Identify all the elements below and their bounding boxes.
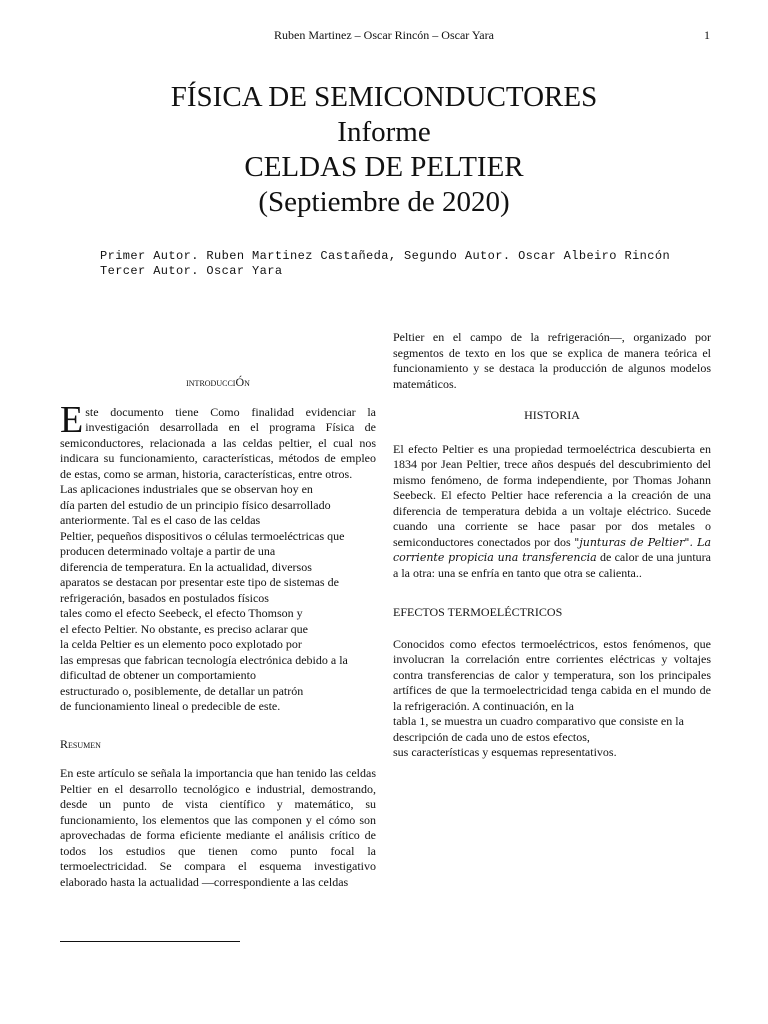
- intro-line: aparatos se destacan por presentar este tipo de sistemas de: [60, 575, 339, 589]
- running-head: Ruben Martinez – Oscar Rincón – Oscar Yara: [274, 28, 494, 42]
- footnote-rule: [60, 941, 240, 942]
- intro-lines: [60, 482, 376, 715]
- resumen-heading: Resumen: [60, 736, 101, 751]
- left-column: [60, 375, 376, 890]
- intro-line: dificultad de obtener un comportamiento: [60, 668, 256, 682]
- authors: [100, 249, 720, 279]
- intro-paragraph: [60, 398, 376, 483]
- intro-line: las empresas que fabrican tecnología electrónica debido a la: [60, 652, 348, 667]
- intro-line: refrigeración, basados en postulados físicos: [60, 590, 269, 605]
- title-line-type: Informe: [337, 116, 431, 148]
- intro-line: diferencia de temperatura. En la actualidad, diversos: [60, 559, 312, 574]
- intro-dropcap: E: [60, 398, 84, 441]
- efectos-paragraph: Conocidos como efectos termoeléctricos, estos fenómenos, que involucran la correlación entre corrientes eléctricas y voltajes contra transferencias de calor y temperatura, son los principales artífices de que la termoelectricidad tenga cabida en el mundo de la refrigeración. A continuación, en la: [393, 636, 711, 713]
- historia-script-text: "junturas de Peltier". La corriente propicia una transferencia: [393, 535, 711, 564]
- resumen-paragraph: En este artículo se señala la importancia que han tenido las celdas Peltier en el desarrollo tecnológico e industrial, demostrando, desde un punto de vista científico y matemático, su funcionamiento, los elementos que las componen y el cómo son aprovechadas de forma eficiente mediante el análisis crítico de todos los estudios que tienen como punto focal la termoelectricidad. Se compara el esquema investigativo elaborado hasta la actualidad —correspondiente a las celdas: [60, 766, 376, 889]
- intro-line: de funcionamiento lineal o predecible de este.: [60, 699, 281, 713]
- historia-text-a: El efecto Peltier es una propiedad termoeléctrica descubierta en 1834 por Jean Peltier, trece años después del descubrimiento del mismo fenómeno, de forma independiente, por Thomas Johann Seebeck. El efecto Peltier hace referencia a la creación de una diferencia de temperatura debida a un voltaje eléctrico. Sucede cuando una corriente se hace pasar por dos metales o semiconductores conectados por dos: [393, 441, 711, 549]
- intro-line: estructurado o, posiblemente, de detallar un patrón: [60, 683, 304, 698]
- intro-line: anteriormente. Tal es el caso de las celdas: [60, 513, 261, 527]
- title-block: [0, 80, 768, 220]
- historia-text-b: de calor de una juntura a la otra: una se enfría en tanto que otra se calienta..: [393, 550, 711, 580]
- right-column: [393, 330, 711, 761]
- intro-line: Las aplicaciones industriales que se observan hoy en: [60, 482, 313, 496]
- historia-paragraph: [393, 442, 711, 582]
- intro-line: tales como el efecto Seebeck, el efecto Thomson y: [60, 606, 303, 620]
- efectos-heading: EFECTOS TERMOELÉCTRICOS: [393, 605, 563, 619]
- intro-line: la celda Peltier es un elemento poco explotado por: [60, 637, 302, 651]
- intro-line: Peltier, pequeños dispositivos o células termoeléctricas que: [60, 528, 345, 543]
- title-line-course: FÍSICA DE SEMICONDUCTORES: [170, 81, 598, 113]
- continuation-paragraph: Peltier en el campo de la refrigeración—, organizado por segmentos de texto en los que se explica de manera teórica el funcionamiento y se destaca la producción de algunos modelos matemáticos.: [393, 330, 711, 391]
- authors-line-2: Tercer Autor. Oscar Yara: [100, 264, 283, 278]
- efectos-line: descripción de cada uno de estos efectos,: [393, 729, 590, 744]
- title-line-date: (Septiembre de 2020): [258, 186, 510, 218]
- authors-line-1: Primer Autor. Ruben Martinez Castañeda, Segundo Autor. Oscar Albeiro Rincón: [100, 249, 671, 263]
- intro-heading: introducciÓn: [186, 375, 250, 389]
- intro-line: día parten del estudio de un principio físico desarrollado: [60, 497, 331, 512]
- intro-line: producen determinado voltaje a partir de una: [60, 544, 276, 558]
- page-number: 1: [704, 28, 710, 42]
- historia-heading: HISTORIA: [524, 408, 580, 422]
- intro-paragraph-text: ste documento tiene Como finalidad evidenciar la investigación desarrollada en el programa Física de semiconductores, relacionada a las celdas peltier, el cual nos indicara su funcionamiento, características, métodos de empleo de estas, como se arman, historia, características, entre otros.: [60, 404, 376, 481]
- title-line-topic: CELDAS DE PELTIER: [244, 151, 524, 183]
- intro-line: el efecto Peltier. No obstante, es preciso aclarar que: [60, 621, 308, 636]
- efectos-lines: [393, 714, 711, 761]
- efectos-line: sus características y esquemas representativos.: [393, 745, 617, 759]
- efectos-line: tabla 1, se muestra un cuadro comparativo que consiste en la: [393, 714, 684, 728]
